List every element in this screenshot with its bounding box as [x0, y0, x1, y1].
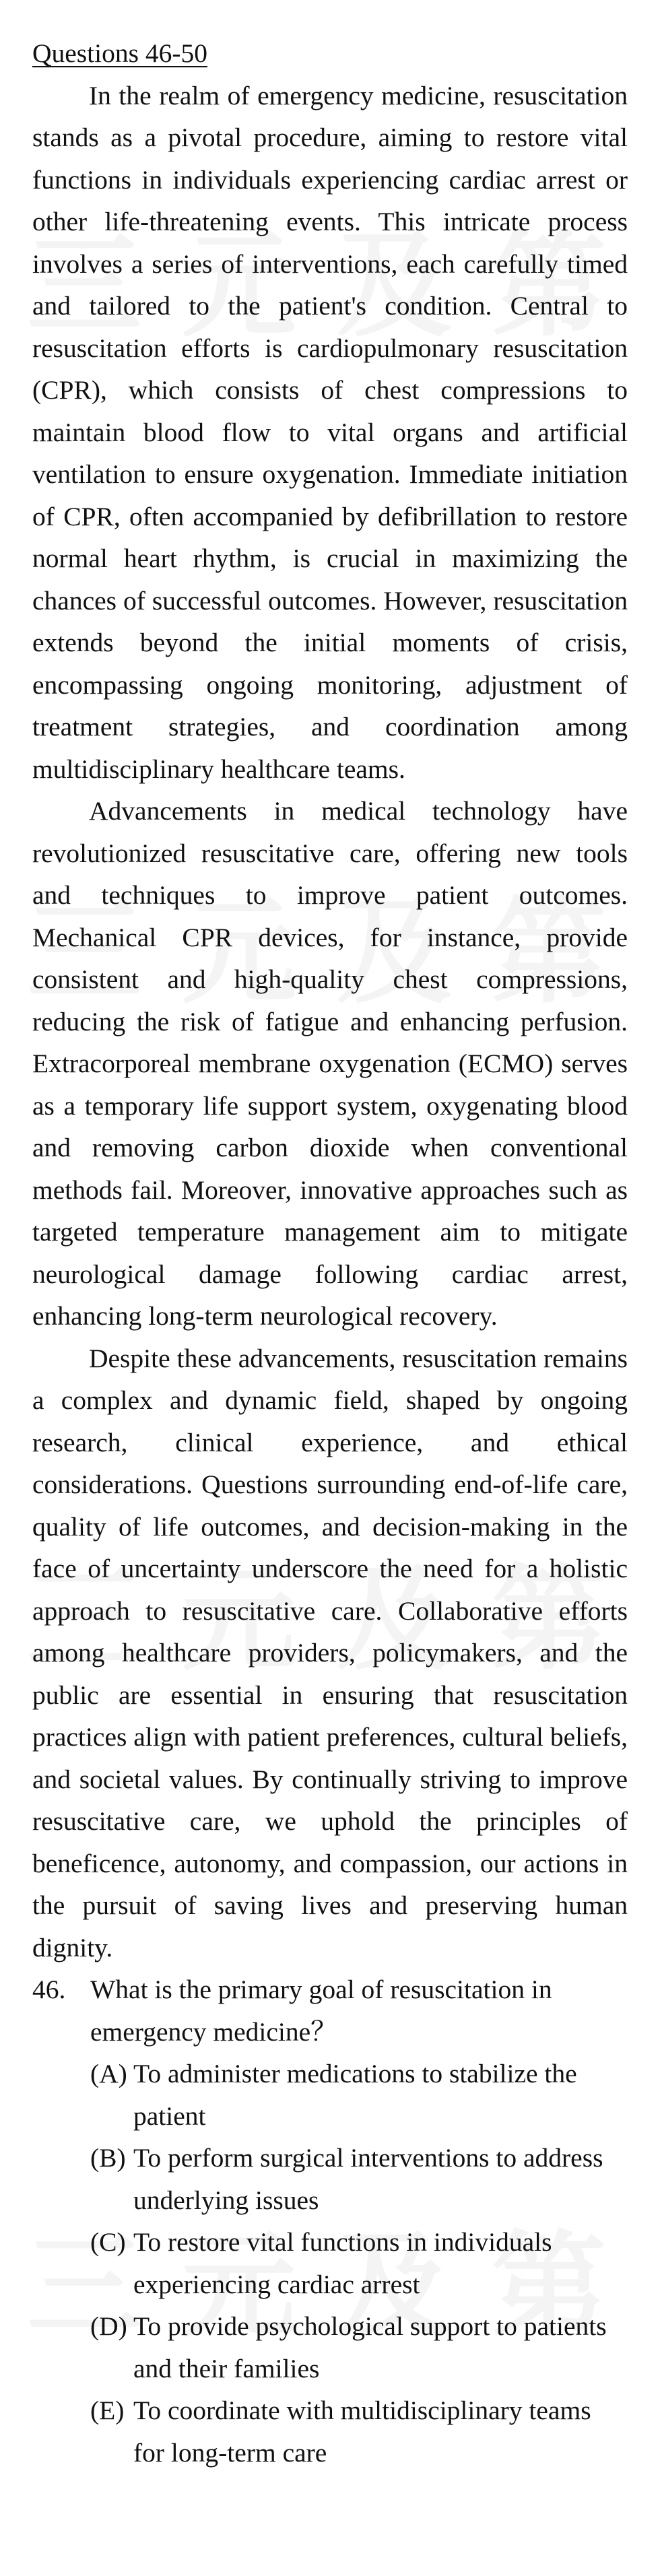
- option-c[interactable]: [90, 2221, 628, 2305]
- option-e[interactable]: [90, 2389, 628, 2474]
- option-text: To coordinate with multidisciplinary teams for long-term care: [133, 2396, 591, 2468]
- passage-paragraph-2: Advancements in medical technology have revolutionized resuscitative care, offering new tools and techniques to improve patient outcomes. Mechanical CPR devices, for instance, provide consistent and high-quality chest compressions, reducing the risk of fatigue and enhancing perfusion. Extracorporeal membrane oxygenation (ECMO) serves as a temporary life support system, oxygenating blood and removing carbon dioxide when conventional methods fail. Moreover, innovative approaches such as targeted temperature management aim to mitigate neurological damage following cardiac arrest, enhancing long-term neurological recovery.: [32, 796, 628, 1331]
- option-letter: (A): [90, 2059, 127, 2088]
- question-number: 46.: [32, 1975, 66, 2004]
- document-page: [32, 32, 628, 2474]
- option-letter: (D): [90, 2311, 127, 2341]
- passage-paragraph-1: In the realm of emergency medicine, resuscitation stands as a pivotal procedure, aiming to restore vital functions in individuals experiencing cardiac arrest or other life-threatening events. This intricate process involves a series of interventions, each carefully timed and tailored to the patient's condition. Central to resuscitation efforts is cardiopulmonary resuscitation (CPR), which consists of chest compressions to maintain blood flow to vital organs and artificial ventilation to ensure oxygenation. Immediate initiation of CPR, often accompanied by defibrillation to restore normal heart rhythm, is crucial in maximizing the chances of successful outcomes. However, resuscitation extends beyond the initial moments of crisis, encompassing ongoing monitoring, adjustment of treatment strategies, and coordination among multidisciplinary healthcare teams.: [32, 80, 628, 784]
- section-heading: Questions 46-50: [32, 38, 208, 68]
- option-a[interactable]: [90, 2053, 628, 2137]
- question-text: What is the primary goal of resuscitation in emergency medicine？: [90, 1975, 552, 2047]
- option-text: To restore vital functions in individuals experiencing cardiac arrest: [133, 2227, 552, 2299]
- question-46: [32, 1969, 628, 2053]
- passage-paragraph-3: Despite these advancements, resuscitation remains a complex and dynamic field, shaped by ongoing research, clinical experience, and ethical considerations. Questions surrounding end-of-life care, quality of life outcomes, and decision-making in the face of uncertainty underscore the need for a holistic approach to resuscitative care. Collaborative efforts among healthcare providers, policymakers, and the public are essential in ensuring that resuscitation practices align with patient preferences, cultural beliefs, and societal values. By continually striving to improve resuscitative care, we uphold the principles of beneficence, autonomy, and compassion, our actions in the pursuit of saving lives and preserving human dignity.: [32, 1343, 628, 1962]
- option-b[interactable]: [90, 2137, 628, 2221]
- option-d[interactable]: [90, 2305, 628, 2389]
- option-text: To provide psychological support to patients and their families: [133, 2311, 607, 2383]
- option-letter: (C): [90, 2227, 126, 2257]
- option-letter: (B): [90, 2143, 126, 2173]
- option-letter: (E): [90, 2396, 125, 2425]
- option-text: To administer medications to stabilize the patient: [133, 2059, 577, 2131]
- option-text: To perform surgical interventions to address underlying issues: [133, 2143, 603, 2215]
